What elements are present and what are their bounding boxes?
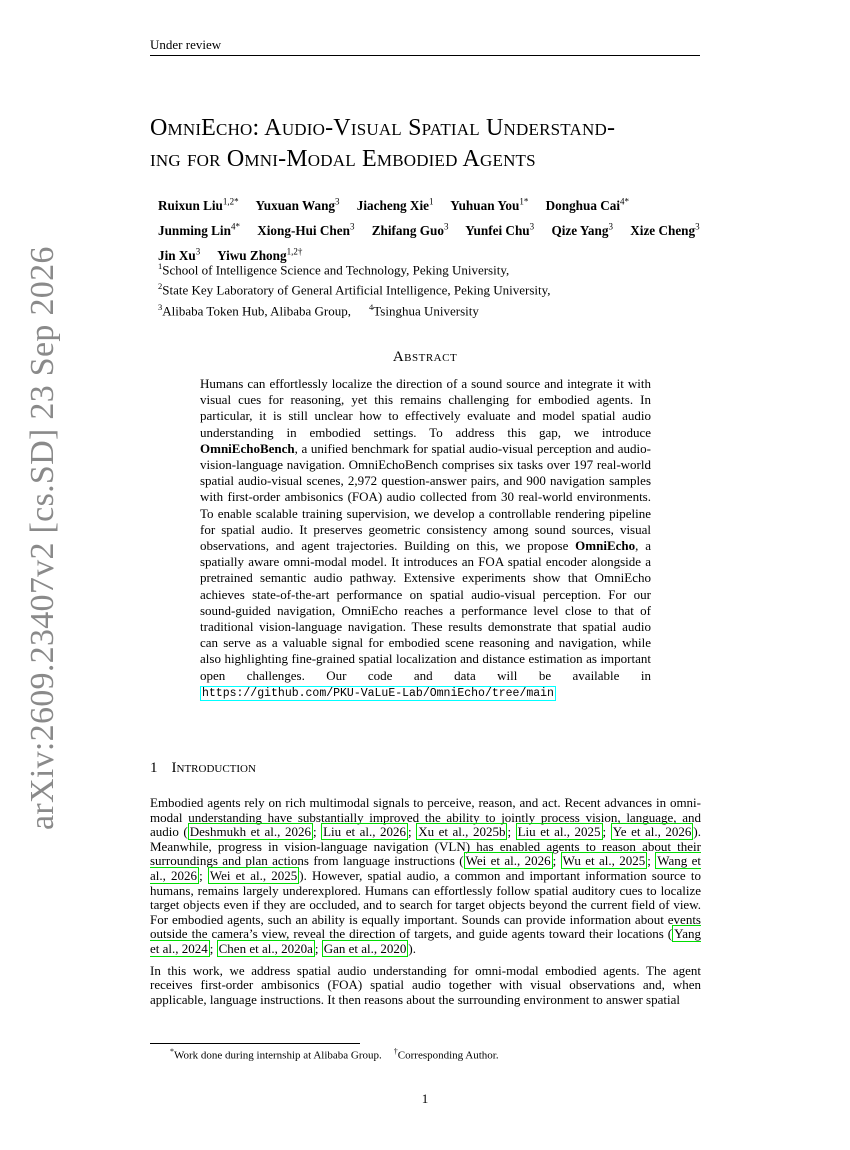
citation-link[interactable]: Liu et al., 2026 (323, 824, 407, 840)
section-heading-introduction: 1 Introduction (150, 760, 256, 776)
citation-link[interactable]: Xu et al., 2025b (418, 824, 506, 840)
citation-link[interactable]: Yang et al., 2024 (150, 926, 701, 956)
arxiv-stamp: arXiv:2609.23407v2 [cs.SD] 23 Sep 2026 (24, 246, 61, 830)
header-rule (150, 55, 700, 56)
citation-link[interactable]: Gan et al., 2020 (323, 940, 407, 956)
title-line-2: ing for Omni-Modal Embodied Agents (150, 146, 536, 172)
author: Yuxuan Wang$^3$ (255, 197, 340, 214)
author: Qize Yang$^3$ (551, 221, 613, 239)
citation-link[interactable]: Liu et al., 2025 (517, 824, 601, 840)
citation-link[interactable]: Chen et al., 2020a (218, 940, 313, 956)
intro-paragraph-2: In this work, we address spatial audio understanding for omni-modal embodied agents. The agent receives first-order ambisonics (FOA) spatial audio together with visual observations and, when applicable, language instructions. It then reasons about the surrounding environment to answer spatial (150, 962, 701, 1007)
abstract-text: Humans can effortlessly localize the direction of a sound source and integrate it with visual cues for reasoning, yet this remains challenging for embodied agents. In particular, it is still unclear how to effectively evaluate and model spatial audio understanding in embodied settings. To address this gap, we introduce OmniEchoBench, a unified benchmark for spatial audio-visual perception and audio-vision-language navigation. OmniEchoBench comprises six tasks over 197 real-world spatial audio-visual scenes, 2,972 question-answer pairs, and 900 navigation samples with first-order ambisonics (FOA) audio collected from 30 real-world environments. To enable scalable training supervision, we develop a controllable rendering pipeline for spatial audio. It preserves geometric consistency among sound sources, visual observations, and agent trajectories. Building on this, we propose OmniEcho, a spatially aware omni-modal model. It introduces an FOA spatial encoder alongside a pretrained semantic audio pathway. Extensive experiments show that OmniEcho achieves state-of-the-art performance on spatial audio-visual perception. For our sound-guided navigation, OmniEcho reaches a performance level close to that of traditional vision-language navigation. These results demonstrate that spatial audio can serve as a valuable signal for embodied scene reasoning and navigation, while also highlighting fine-grained spatial localization and distance estimation as important open challenges. Our code and data will be available in https://github.com/PKU-VaLuE-Lab/OmniEcho/tree/main (200, 376, 651, 700)
author: Xize Cheng$^3$ (630, 221, 700, 239)
running-header: Under review (150, 37, 222, 52)
author: Yunfei Chu$^3$ (465, 221, 535, 239)
paper-title (150, 113, 710, 175)
author: Donghua Cai$^{4*}$ (545, 197, 630, 214)
author: Xiong-Hui Chen$^3$ (257, 221, 355, 239)
author-line-2 (158, 217, 758, 242)
model-name: OmniEcho (575, 538, 636, 554)
citation-link[interactable]: Ye et al., 2026 (612, 824, 692, 840)
citation-link[interactable]: Wang et al., 2026 (150, 853, 701, 883)
author-line-1 (158, 192, 758, 217)
affiliation: $^3$Alibaba Token Hub, Alibaba Group, $^4$Tsinghua University (158, 301, 479, 318)
citation-link[interactable]: Wei et al., 2025 (209, 867, 298, 883)
citation-link[interactable]: Wu et al., 2025 (562, 853, 646, 869)
citation-link[interactable]: Wei et al., 2026 (465, 853, 551, 869)
author: Jin Xu$^3$ (158, 246, 201, 264)
author: Zhifang Guo$^3$ (371, 221, 449, 239)
intro-paragraph-1: Embodied agents rely on rich multimodal signals to perceive, reason, and act. Recent advances in omni-modal understanding have substantially improved the ability to jointly process vision, language, and audio ( Deshmukh et al., 2026 ; Liu et al., 2026 ; Xu et al., 2025b ; Liu et al., 2025 ; Ye et al., 2026 ). Meanwhile, progress in vision-language navigation (VLN) has enabled agents to reason about their surroundings and plan actions from language instructions ( Wei et al., 2026 ; Wu et al., 2025 ; Wang et al., 2026 ; Wei et al., 2025 ). However, spatial audio, a common and important information source to humans, remains largely underexplored. Humans can effortlessly follow spatial auditory cues to localize target objects even if they are occluded, and to search for target objects beyond the current field of view. For embodied agents, such an ability is equally important. Sounds can provide information about events outside the camera’s view, reveal the direction of targets, and guide agents toward their locations ( Yang et al., 2024 ; Chen et al., 2020a ; Gan et al., 2020 ). (150, 795, 702, 956)
footnote: *Work done during internship at Alibaba Group. †Corresponding Author. (170, 1047, 499, 1062)
footnote-rule (150, 1043, 360, 1044)
affiliation: $^2$State Key Laboratory of General Artificial Intelligence, Peking University, (158, 281, 551, 298)
author: Ruixun Liu$^{1,2*}$ (158, 197, 239, 214)
affiliation: $^1$School of Intelligence Science and Technology, Peking University, (158, 261, 510, 278)
title-line-1: OmniEcho: Audio-Visual Spatial Understand- (150, 115, 616, 141)
author: Yiwu Zhong$^{1,2\dagger}$ (217, 246, 303, 264)
benchmark-name: OmniEchoBench (200, 440, 295, 456)
affiliations (158, 258, 551, 319)
page-number: 1 (421, 1091, 429, 1106)
abstract-heading: Abstract (392, 349, 458, 365)
author: Yuhuan You$^{1*}$ (450, 197, 529, 214)
citation-link[interactable]: Deshmukh et al., 2026 (189, 824, 311, 840)
code-url-link[interactable]: https://github.com/PKU-VaLuE-Lab/OmniEcho/tree/main (202, 686, 554, 700)
author-list (158, 192, 758, 267)
introduction-body (150, 796, 701, 1014)
author: Jiacheng Xie$^1$ (356, 197, 434, 214)
author: Junming Lin$^{4*}$ (158, 221, 240, 239)
